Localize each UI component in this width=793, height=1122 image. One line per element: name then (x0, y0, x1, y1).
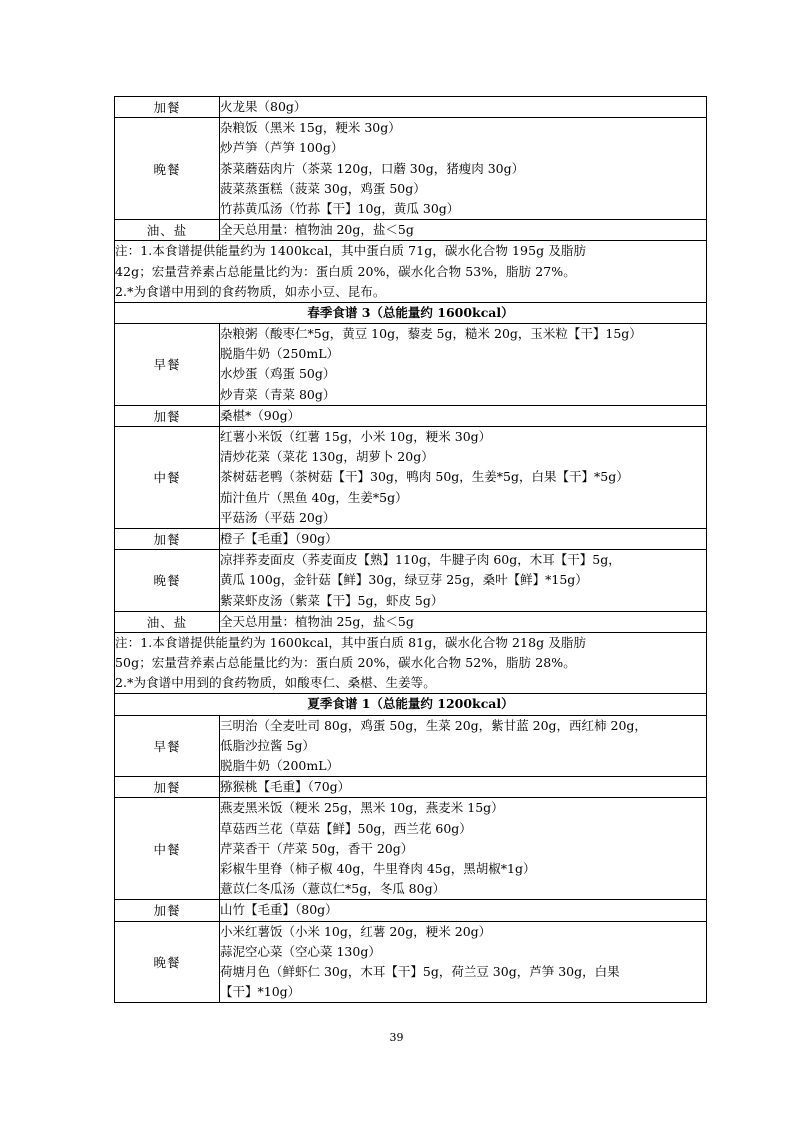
meal-item: 彩椒牛里脊（柿子椒 40g，牛里脊肉 45g，黑胡椒*1g） (220, 860, 536, 876)
meal-item: 黄瓜 100g，金针菇【鲜】30g，绿豆芽 25g，桑叶【鲜】*15g） (220, 572, 588, 588)
menu-page (114, 96, 707, 1003)
meal-name: 油、盐 (115, 220, 220, 241)
meal-item: 脱脂牛奶（200mL） (220, 758, 340, 774)
meal-items (220, 405, 707, 426)
meal-item: 橙子【毛重】（90g） (220, 530, 338, 546)
section-title-row (115, 302, 707, 323)
meal-row (115, 427, 707, 529)
meal-items (220, 777, 707, 798)
meal-item: 竹荪黄瓜汤（竹荪【干】10g，黄瓜 30g） (220, 200, 460, 216)
note-line: 2.*为食谱中用到的食药物质，如酸枣仁、桑椹、生姜等。 (115, 675, 436, 691)
meal-item: 茄汁鱼片（黑鱼 40g，生姜*5g） (220, 489, 408, 505)
meal-row (115, 798, 707, 900)
note-line: 50g；宏量营养素占总能量比约为：蛋白质 20%，碳水化合物 52%，脂肪 28%。 (115, 655, 576, 671)
meal-name: 加餐 (115, 777, 220, 798)
meal-row (115, 900, 707, 921)
meal-row (115, 118, 707, 220)
meal-item: 低脂沙拉酱 5g） (220, 737, 315, 753)
meal-row (115, 528, 707, 549)
meal-items (220, 528, 707, 549)
meal-row (115, 220, 707, 241)
section-title: 春季食谱 3（总能量约 1600kcal） (115, 302, 707, 323)
meal-item: 蒜泥空心菜（空心菜 130g） (220, 943, 381, 959)
note-row (115, 632, 707, 694)
meal-items (220, 324, 707, 406)
meal-name: 晚餐 (115, 921, 220, 1003)
meal-name: 加餐 (115, 528, 220, 549)
meal-name: 晚餐 (115, 118, 220, 220)
note-line: 2.*为食谱中用到的食药物质，如赤小豆、昆布。 (115, 283, 386, 299)
meal-row (115, 777, 707, 798)
meal-item: 全天总用量：植物油 20g，盐＜5g (220, 222, 414, 238)
meal-row (115, 550, 707, 612)
meal-item: 紫菜虾皮汤（紫菜【干】5g，虾皮 5g） (220, 592, 444, 608)
meal-item: 杂粮粥（酸枣仁*5g，黄豆 10g，藜麦 5g，糙米 20g，玉米粒【干】15g） (220, 326, 642, 342)
meal-row (115, 405, 707, 426)
meal-name: 中餐 (115, 427, 220, 529)
section-title-row (115, 694, 707, 715)
meal-item: 平菇汤（平菇 20g） (220, 509, 336, 525)
meal-item: 炒芦笋（芦笋 100g） (220, 140, 344, 156)
meal-items (220, 798, 707, 900)
meal-item: 薏苡仁冬瓜汤（薏苡仁*5g，冬瓜 80g） (220, 881, 446, 897)
meal-item: 猕猴桃【毛重】（70g） (220, 779, 351, 795)
meal-item: 【干】*10g） (220, 984, 301, 1000)
meal-item: 脱脂牛奶（250mL） (220, 346, 340, 362)
meal-items (220, 900, 707, 921)
meal-items (220, 611, 707, 632)
meal-item: 红薯小米饭（红薯 15g，小米 10g，粳米 30g） (220, 429, 492, 445)
meal-item: 小米红薯饭（小米 10g，红薯 20g，粳米 20g） (220, 923, 492, 939)
meal-item: 茶菜蘑菇肉片（茶菜 120g，口蘑 30g，猪瘦肉 30g） (220, 160, 525, 176)
meal-item: 全天总用量：植物油 25g，盐＜5g (220, 613, 414, 629)
note-cell (115, 632, 707, 694)
note-row (115, 241, 707, 303)
section-title: 夏季食谱 1（总能量约 1200kcal） (115, 694, 707, 715)
meal-items (220, 220, 707, 241)
meal-items (220, 118, 707, 220)
meal-item: 水炒蛋（鸡蛋 50g） (220, 366, 336, 382)
meal-row (115, 324, 707, 406)
note-line: 注：1.本食谱提供能量约为 1600kcal，其中蛋白质 81g，碳水化合物 218g 及脂肪 (115, 634, 587, 650)
meal-item: 山竹【毛重】（80g） (220, 902, 338, 918)
meal-item: 杂粮饭（黑米 15g，粳米 30g） (220, 120, 401, 136)
meal-name: 加餐 (115, 97, 220, 118)
meal-item: 炒青菜（青菜 80g） (220, 386, 336, 402)
note-cell (115, 241, 707, 303)
meal-item: 火龙果（80g） (220, 99, 307, 114)
meal-name: 加餐 (115, 405, 220, 426)
meal-item: 燕麦黑米饭（粳米 25g，黑米 10g，燕麦米 15g） (220, 800, 504, 816)
meal-row (115, 97, 707, 118)
meal-item: 茶树菇老鸭（茶树菇【干】30g，鸭肉 50g，生姜*5g，白果【干】*5g） (220, 469, 629, 485)
meal-name: 早餐 (115, 324, 220, 406)
meal-item: 荷塘月色（鲜虾仁 30g，木耳【干】5g，荷兰豆 30g，芦笋 30g，白果 (220, 963, 620, 979)
page-number: 39 (389, 1031, 404, 1044)
meal-items (220, 427, 707, 529)
menu-table (114, 96, 707, 1003)
meal-row (115, 611, 707, 632)
meal-item: 桑椹*（90g） (220, 407, 301, 423)
meal-item: 草菇西兰花（草菇【鲜】50g，西兰花 60g） (220, 820, 472, 836)
meal-items (220, 715, 707, 777)
meal-item: 菠菜蒸蛋糕（菠菜 30g，鸡蛋 50g） (220, 180, 426, 196)
meal-name: 中餐 (115, 798, 220, 900)
meal-item: 三明治（全麦吐司 80g，鸡蛋 50g，生菜 20g，紫甘蓝 20g，西红柿 20g， (220, 717, 647, 733)
note-line: 42g；宏量营养素占总能量比约为：蛋白质 20%，碳水化合物 53%，脂肪 27%。 (115, 263, 576, 279)
meal-item: 清炒花菜（菜花 130g，胡萝卜 20g） (220, 449, 434, 465)
meal-item: 芹菜香干（芹菜 50g，香干 20g） (220, 840, 414, 856)
meal-items (220, 550, 707, 612)
meal-item: 凉拌荞麦面皮（荞麦面皮【熟】110g，牛腱子肉 60g，木耳【干】5g， (220, 552, 621, 568)
meal-name: 加餐 (115, 900, 220, 921)
meal-items (220, 97, 707, 118)
meal-row (115, 715, 707, 777)
meal-name: 早餐 (115, 715, 220, 777)
meal-name: 油、盐 (115, 611, 220, 632)
note-line: 注：1.本食谱提供能量约为 1400kcal，其中蛋白质 71g，碳水化合物 195g 及脂肪 (115, 243, 587, 259)
meal-row (115, 921, 707, 1003)
meal-items (220, 921, 707, 1003)
meal-name: 晚餐 (115, 550, 220, 612)
